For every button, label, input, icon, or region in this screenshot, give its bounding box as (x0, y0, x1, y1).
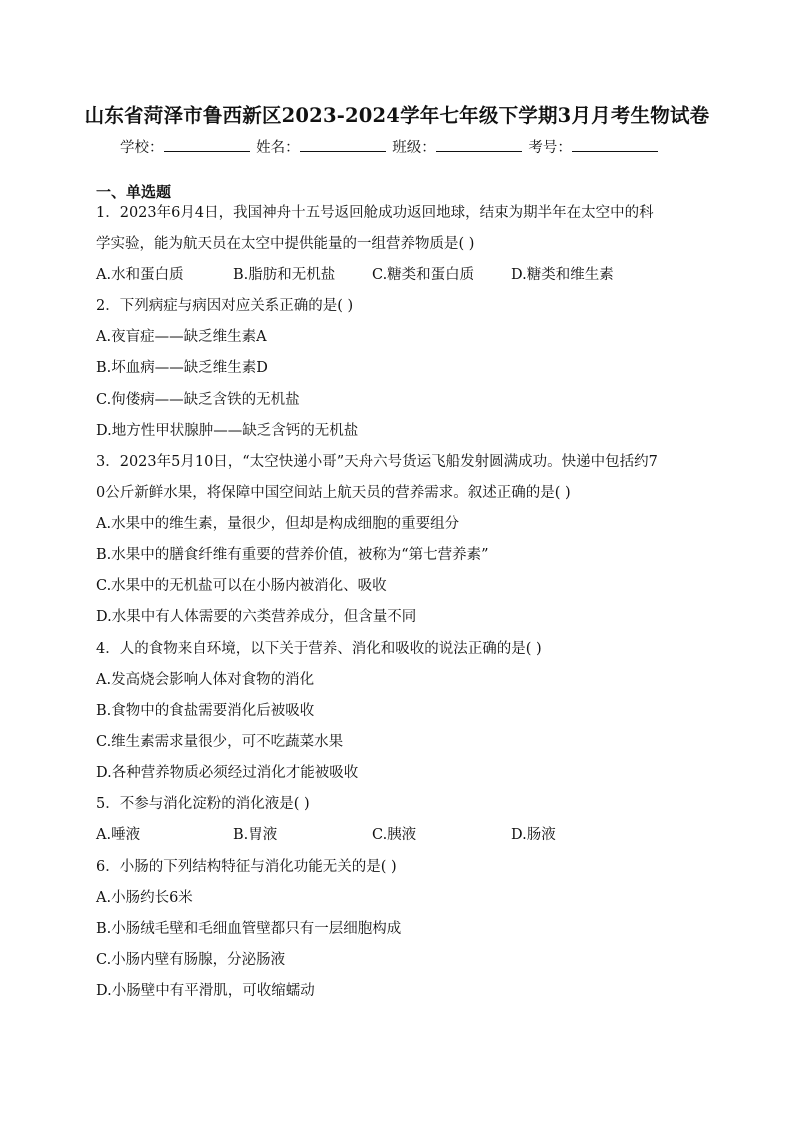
question-1-line-1: 1．2023年6月4日，我国神舟十五号返回舱成功返回地球，结束为期半年在太空中的科 (96, 205, 654, 221)
question-5-option-c: C.胰液 (372, 827, 417, 843)
class-blank (436, 137, 522, 152)
question-6-option-c: C.小肠内壁有肠腺，分泌肠液 (96, 952, 286, 968)
question-5-option-a: A.唾液 (96, 827, 141, 843)
question-2-option-c: C.佝偻病——缺乏含铁的无机盐 (96, 392, 300, 408)
question-5-line-1: 5．不参与消化淀粉的消化液是( ) (96, 796, 310, 812)
student-info-row (120, 136, 680, 157)
question-5-option-b: B.胃液 (233, 827, 278, 843)
question-1-option-d: D.糖类和维生素 (511, 267, 614, 283)
question-3-option-d: D.水果中有人体需要的六类营养成分，但含量不同 (96, 609, 417, 625)
school-label: 学校： (120, 140, 164, 156)
name-label: 姓名： (256, 140, 300, 156)
exam-number-blank (572, 137, 658, 152)
question-1-option-a: A.水和蛋白质 (96, 267, 184, 283)
school-blank (164, 137, 250, 152)
question-4-option-c: C.维生素需求量很少，可不吃蔬菜水果 (96, 734, 344, 750)
name-blank (300, 137, 386, 152)
question-2-option-b: B.坏血病——缺乏维生素D (96, 360, 268, 376)
exam-number-label: 考号： (528, 140, 572, 156)
question-3-option-a: A.水果中的维生素，量很少，但却是构成细胞的重要组分 (96, 516, 460, 532)
question-1-line-2: 学实验，能为航天员在太空中提供能量的一组营养物质是( ) (96, 236, 475, 252)
question-6-line-1: 6．小肠的下列结构特征与消化功能无关的是( ) (96, 859, 397, 875)
question-3-option-b: B.水果中的膳食纤维有重要的营养价值，被称为“第七营养素” (96, 547, 489, 563)
question-4-option-d: D.各种营养物质必须经过消化才能被吸收 (96, 765, 359, 781)
question-5-option-d: D.肠液 (511, 827, 556, 843)
section-title: 一、单选题 (96, 183, 172, 201)
question-1-option-c: C.糖类和蛋白质 (372, 267, 475, 283)
question-2-option-a: A.夜盲症——缺乏维生素A (96, 329, 267, 345)
question-4-option-a: A.发高烧会影响人体对食物的消化 (96, 672, 315, 688)
question-6-option-d: D.小肠壁中有平滑肌，可收缩蠕动 (96, 983, 315, 999)
question-4-option-b: B.食物中的食盐需要消化后被吸收 (96, 703, 315, 719)
question-6-option-b: B.小肠绒毛壁和毛细血管壁都只有一层细胞构成 (96, 921, 402, 937)
question-3-line-1: 3．2023年5月10日，“太空快递小哥”天舟六号货运飞船发射圆满成功。快递中包括约7 (96, 454, 658, 470)
class-label: 班级： (392, 140, 436, 156)
question-1-option-b: B.脂肪和无机盐 (233, 267, 336, 283)
question-2-option-d: D.地方性甲状腺肿——缺乏含钙的无机盐 (96, 423, 359, 439)
question-3-line-2: 0公斤新鲜水果，将保障中国空间站上航天员的营养需求。叙述正确的是( ) (96, 485, 571, 501)
question-4-line-1: 4．人的食物来自环境，以下关于营养、消化和吸收的说法正确的是( ) (96, 641, 542, 657)
question-2-line-1: 2．下列病症与病因对应关系正确的是( ) (96, 298, 354, 314)
page-title: 山东省菏泽市鲁西新区2023-2024学年七年级下学期3月月考生物试卷 (84, 104, 710, 127)
question-6-option-a: A.小肠约长6米 (96, 890, 193, 906)
question-3-option-c: C.水果中的无机盐可以在小肠内被消化、吸收 (96, 578, 387, 594)
